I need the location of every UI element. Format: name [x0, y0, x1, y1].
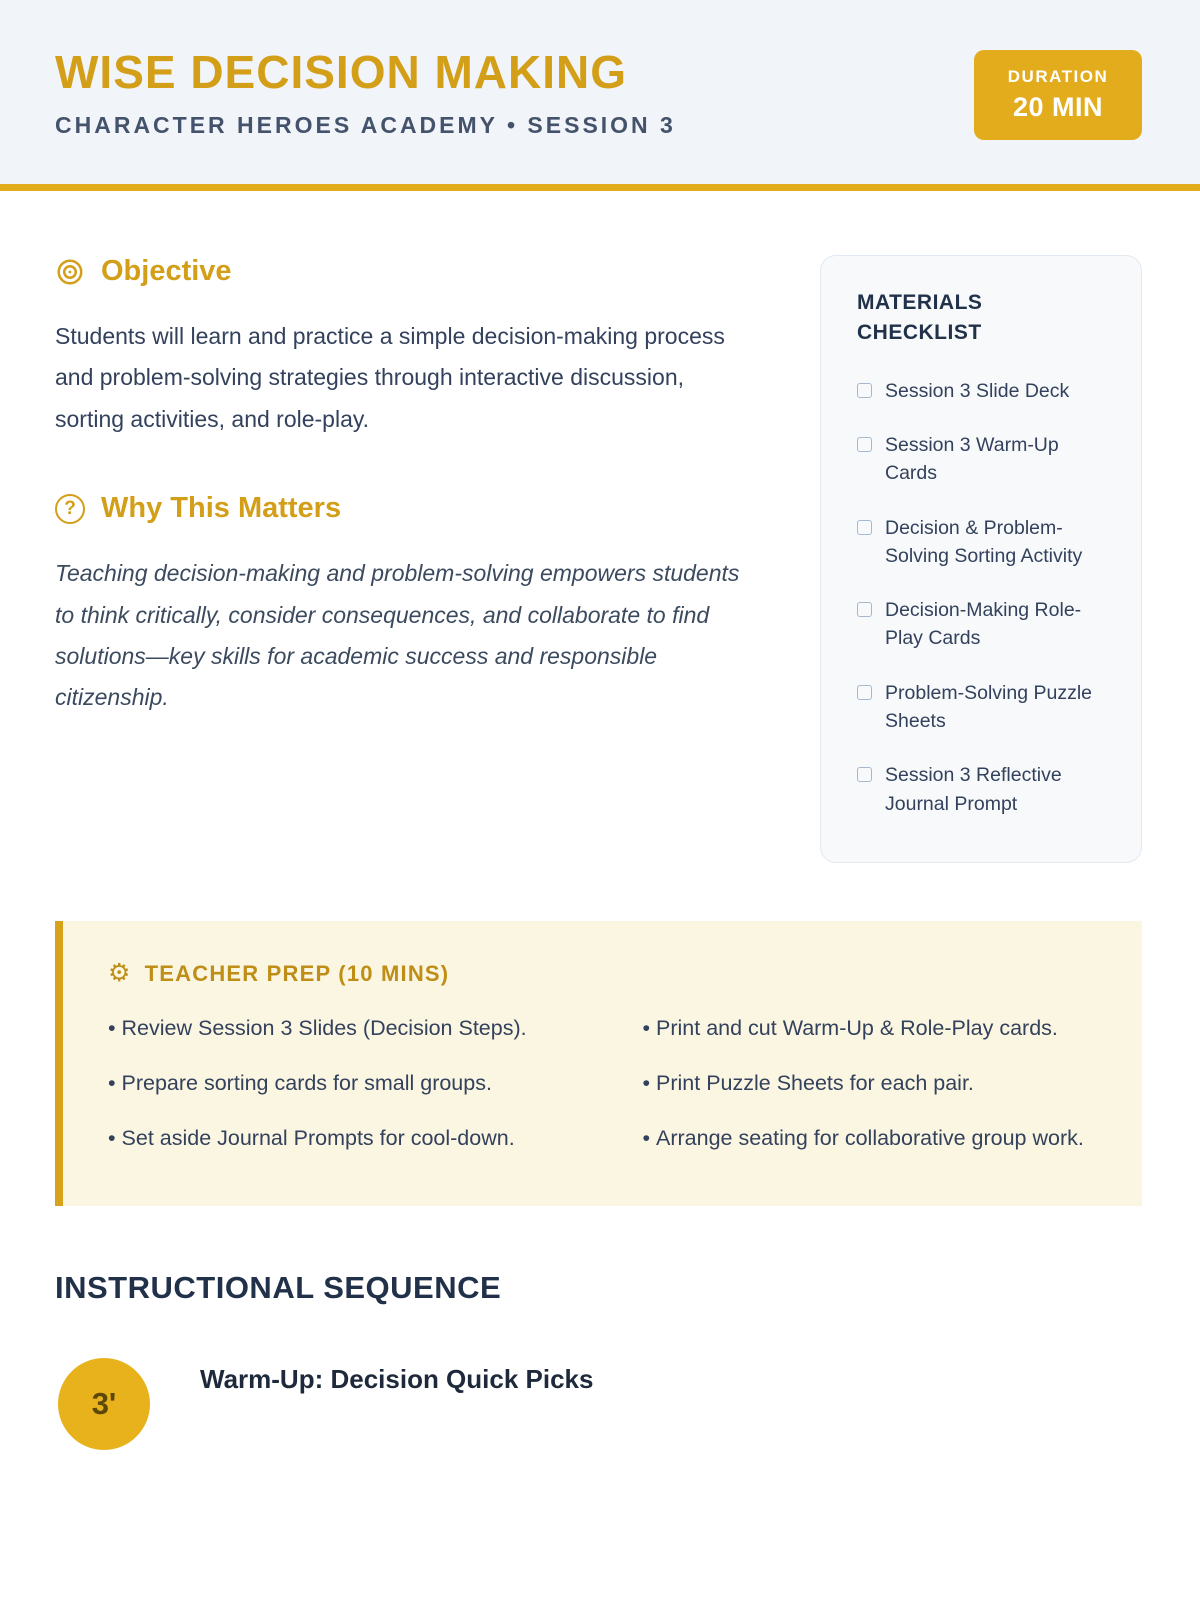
prep-item: • Print Puzzle Sheets for each pair.	[643, 1068, 1098, 1099]
teacher-prep-right-column	[643, 1013, 1098, 1179]
objective-heading-label: Objective	[101, 255, 232, 287]
checklist-item	[857, 514, 1113, 571]
checkbox-icon[interactable]	[857, 520, 872, 535]
teacher-prep-left-column	[108, 1013, 563, 1179]
materials-checklist-card	[820, 255, 1142, 863]
duration-label: DURATION	[1007, 67, 1109, 86]
checklist-item-label: Decision-Making Role-Play Cards	[885, 599, 1082, 650]
instructional-sequence-heading: INSTRUCTIONAL SEQUENCE	[55, 1270, 502, 1306]
checkbox-icon[interactable]	[857, 383, 872, 398]
checklist-item	[857, 431, 1113, 488]
checklist-item	[857, 679, 1113, 736]
prep-item: • Prepare sorting cards for small groups.	[108, 1068, 563, 1099]
main-content	[0, 191, 1200, 863]
header-titles	[55, 48, 676, 139]
sequence-step	[58, 1358, 1142, 1450]
duration-value: 20 MIN	[1012, 92, 1104, 122]
prep-item: • Review Session 3 Slides (Decision Steps).	[108, 1013, 563, 1044]
checkbox-icon[interactable]	[857, 767, 872, 782]
teacher-prep-columns	[108, 1013, 1097, 1179]
checklist-item	[857, 761, 1113, 818]
gear-icon: ⚙	[108, 959, 132, 988]
objective-heading	[55, 255, 770, 288]
lesson-overview-column	[55, 255, 770, 771]
step-title: Warm-Up: Decision Quick Picks	[200, 1364, 594, 1395]
prep-item: • Set aside Journal Prompts for cool-down.	[108, 1123, 563, 1154]
duration-badge	[974, 50, 1142, 140]
page-header	[0, 0, 1200, 191]
teacher-prep-heading-label: TEACHER PREP (10 MINS)	[144, 960, 450, 986]
checkbox-icon[interactable]	[857, 437, 872, 452]
checkbox-icon[interactable]	[857, 685, 872, 700]
checklist-item-label: Decision & Problem-Solving Sorting Activity	[885, 516, 1083, 567]
teacher-prep-panel	[55, 921, 1142, 1207]
checklist-item-label: Problem-Solving Puzzle Sheets	[885, 681, 1093, 732]
checkbox-icon[interactable]	[857, 602, 872, 617]
step-duration-badge: 3'	[58, 1358, 150, 1450]
why-heading	[55, 492, 770, 525]
why-heading-label: Why This Matters	[101, 492, 342, 525]
materials-heading: MATERIALS CHECKLIST	[857, 291, 983, 345]
page-subtitle: CHARACTER HEROES ACADEMY • SESSION 3	[55, 112, 676, 139]
teacher-prep-heading	[108, 961, 1097, 987]
checklist-item	[857, 377, 1113, 405]
checklist-item-label: Session 3 Reflective Journal Prompt	[885, 764, 1062, 815]
question-circle-icon: ?	[55, 494, 85, 524]
checklist-item-label: Session 3 Slide Deck	[885, 379, 1070, 402]
objective-body: Students will learn and practice a simple decision-making process and problem-solving strategies through interactive discussion, sorting activities, and role-play.	[55, 323, 725, 432]
objective-target-icon	[55, 257, 85, 287]
checklist-item-label: Session 3 Warm-Up Cards	[885, 434, 1059, 485]
why-body: Teaching decision-making and problem-solving empowers students to think critically, consider consequences, and collaborate to find solutions—key skills for academic success and responsible citizenship.	[55, 560, 740, 711]
checklist-item	[857, 596, 1113, 653]
prep-item: • Arrange seating for collaborative group work.	[643, 1123, 1098, 1154]
page-title: WISE DECISION MAKING	[55, 46, 628, 98]
prep-item: • Print and cut Warm-Up & Role-Play cards.	[643, 1013, 1098, 1044]
